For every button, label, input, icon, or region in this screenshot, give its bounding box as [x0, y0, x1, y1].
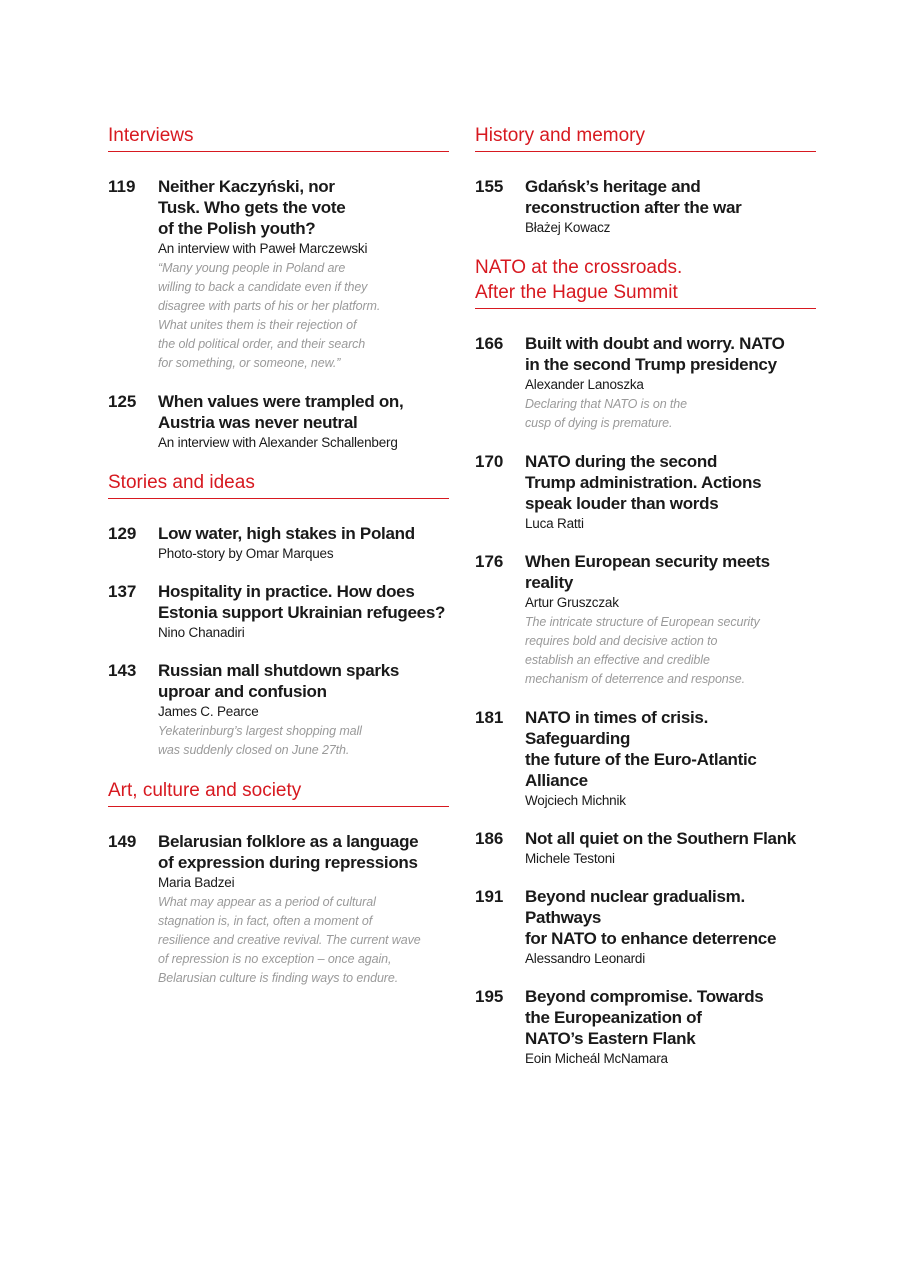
article-title: Russian mall shutdown sparks uproar and confusion [158, 661, 399, 701]
page-number: 137 [108, 582, 137, 601]
section-heading: History and memory [475, 123, 816, 152]
toc-section [475, 255, 816, 1068]
article-author: An interview with Paweł Marczewski [158, 241, 368, 256]
article-author: Alexander Lanoszka [525, 377, 644, 392]
page-number: 155 [475, 177, 504, 196]
page-number: 181 [475, 708, 504, 727]
toc-entry[interactable] [475, 886, 816, 968]
entry-body [525, 986, 816, 1068]
toc-entry[interactable] [108, 391, 449, 452]
article-author: Błażej Kowacz [525, 220, 611, 235]
article-author: Nino Chanadiri [158, 625, 245, 640]
article-excerpt: What may appear as a period of cultural stagnation is, in fact, often a moment of resilience and creative revival. The current wave of repression is no exception – once again, Belarusian culture is finding ways to endure. [158, 895, 421, 985]
toc-entry[interactable] [108, 523, 449, 563]
article-title: Hospitality in practice. How does Estonia support Ukrainian refugees? [158, 582, 446, 622]
section-heading: Stories and ideas [108, 470, 449, 499]
entry-body [525, 707, 816, 810]
toc-entry[interactable] [475, 986, 816, 1068]
article-excerpt: Declaring that NATO is on the cusp of dying is premature. [525, 397, 687, 430]
article-title: Not all quiet on the Southern Flank [525, 829, 796, 848]
toc-entry[interactable] [475, 707, 816, 810]
entry-body [525, 451, 816, 533]
toc-entry[interactable] [475, 828, 816, 868]
page-number: 176 [475, 552, 504, 571]
entry-body [525, 886, 816, 968]
page-number: 149 [108, 832, 137, 851]
toc-entry[interactable] [108, 176, 449, 373]
toc-entry[interactable] [475, 451, 816, 533]
section-heading: Art, culture and society [108, 778, 449, 807]
entry-body [525, 176, 816, 237]
toc-entry[interactable] [475, 333, 816, 433]
page-number: 191 [475, 887, 504, 906]
page-number: 186 [475, 829, 504, 848]
entry-body [525, 333, 816, 433]
section-heading: Interviews [108, 123, 449, 152]
article-author: Wojciech Michnik [525, 793, 626, 808]
entry-body [525, 551, 816, 689]
article-author: Photo-story by Omar Marques [158, 546, 334, 561]
article-author: Artur Gruszczak [525, 595, 619, 610]
section-heading: NATO at the crossroads. After the Hague Summit [475, 255, 816, 309]
article-author: James C. Pearce [158, 704, 259, 719]
page-number: 143 [108, 661, 137, 680]
entry-body [158, 391, 449, 452]
toc-entry[interactable] [108, 660, 449, 760]
article-excerpt: The intricate structure of European security requires bold and decisive action to establish an effective and credible mechanism of deterrence and response. [525, 615, 760, 686]
left-column [108, 123, 449, 1006]
entry-body [158, 581, 449, 642]
entry-body [158, 176, 449, 373]
article-title: NATO in times of crisis. Safeguarding the future of the Euro-Atlantic Alliance [525, 708, 757, 790]
article-author: Eoin Micheál McNamara [525, 1051, 668, 1066]
article-author: An interview with Alexander Schallenberg [158, 435, 398, 450]
article-author: Michele Testoni [525, 851, 615, 866]
entry-body [525, 828, 816, 868]
toc-section [108, 123, 449, 452]
page-number: 195 [475, 987, 504, 1006]
page-number: 129 [108, 524, 137, 543]
entry-body [158, 660, 449, 760]
article-author: Luca Ratti [525, 516, 584, 531]
toc-section [108, 470, 449, 760]
article-author: Alessandro Leonardi [525, 951, 646, 966]
page-number: 170 [475, 452, 504, 471]
right-column [475, 123, 816, 1086]
article-title: Belarusian folklore as a language of expression during repressions [158, 832, 419, 872]
toc-entry[interactable] [108, 581, 449, 642]
toc-entry[interactable] [475, 551, 816, 689]
article-author: Maria Badzei [158, 875, 235, 890]
article-title: Beyond compromise. Towards the Europeanization of NATO’s Eastern Flank [525, 987, 764, 1048]
entry-body [158, 523, 449, 563]
page-number: 119 [108, 177, 136, 196]
page-number: 125 [108, 392, 137, 411]
page-number: 166 [475, 334, 504, 353]
article-excerpt: Yekaterinburg’s largest shopping mall was suddenly closed on June 27th. [158, 724, 362, 757]
article-title: NATO during the second Trump administration. Actions speak louder than words [525, 452, 762, 513]
article-title: Low water, high stakes in Poland [158, 524, 415, 543]
toc-section [108, 778, 449, 988]
toc-section [475, 123, 816, 237]
article-title: Beyond nuclear gradualism. Pathways for NATO to enhance deterrence [525, 887, 777, 948]
article-title: When European security meets reality [525, 552, 770, 592]
article-title: When values were trampled on, Austria was never neutral [158, 392, 404, 432]
article-title: Gdańsk’s heritage and reconstruction after the war [525, 177, 742, 217]
article-excerpt: “Many young people in Poland are willing to back a candidate even if they disagree with parts of his or her platform. What unites them is their rejection of the old political order, and their search for something, or someone, new.” [158, 261, 381, 370]
article-title: Neither Kaczyński, nor Tusk. Who gets the vote of the Polish youth? [158, 177, 346, 238]
toc-entry[interactable] [108, 831, 449, 988]
entry-body [158, 831, 449, 988]
toc-entry[interactable] [475, 176, 816, 237]
article-title: Built with doubt and worry. NATO in the second Trump presidency [525, 334, 785, 374]
